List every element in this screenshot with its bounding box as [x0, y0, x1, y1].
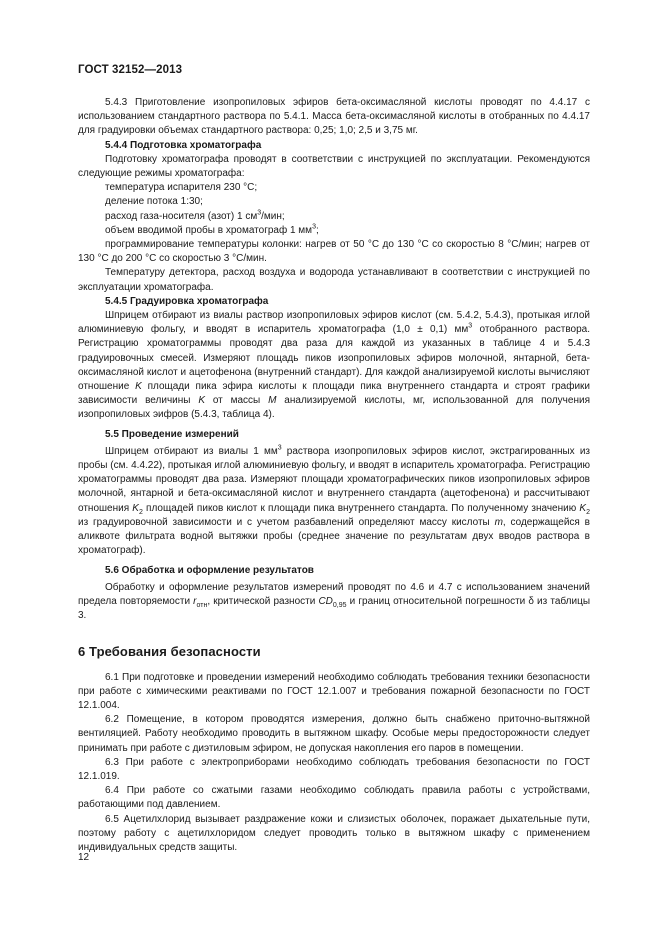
document-body — [78, 96, 590, 855]
doc-header: ГОСТ 32152—2013 — [78, 64, 183, 76]
list-item: деление потока 1:30; — [105, 196, 203, 208]
para-6-3: 6.3 При работе с электроприборами необходимо соблюдать требования безопасности по ГОСТ 12.1.019. — [78, 756, 590, 782]
list-item: программирование температуры колонки: нагрев от 50 °С до 130 °С со скоростью 8 °С/мин; нагрев от 130 °С до 200 °С со скоростью 3 °С/мин. — [78, 239, 590, 265]
heading-5-4-5: 5.4.5 Градуировка хроматографа — [105, 295, 269, 307]
para-5-4-3: 5.4.3 Приготовление изопропиловых эфиров бета-оксимасляной кислоты проводят по 4.4.17 с использованием стандартного раствора по 5.4.1. Масса бета-оксимасляной кислоты в отобранных по 4.4.17 для градуировки объемах стандартного раствора: 0,25; 1,0; 2,5 и 3,75 мг. — [78, 97, 590, 137]
heading-5-5: 5.5 Проведение измерений — [105, 428, 239, 440]
para-6-1: 6.1 При подготовке и проведении измерений необходимо соблюдать требования техники безопасности при работе с химическими реактивами по ГОСТ 12.1.007 и требования пожарной безопасности по ГОСТ 12.1.004. — [78, 671, 590, 711]
para-5-6: Обработку и оформление результатов измерений проводят по 4.6 и 4.7 с использованием значений предела повторяемости $r_{отн}$, критической разности $CD_{0,95}$ и границ относительной погрешности δ из таблицы 3. — [78, 581, 591, 622]
list-item: температура испарителя 230 °С; — [105, 182, 258, 194]
heading-5-6: 5.6 Обработка и оформление результатов — [105, 564, 314, 576]
list-item: расход газа-носителя (азот) 1 $см^3$/мин; — [105, 209, 285, 222]
para-5-5: Шприцем отбирают из виалы 1 $мм^3$ раствора изопропиловых эфиров кислот, экстрагированных из пробы (см. 4.4.22), протыкая иглой алюминиевую фольгу, и вводят в испаритель хроматографа. Регистрацию хроматограммы проводят два раза. Измеряют площади хроматографических пиков изопропиловых эфиров молочной, янтарной и бета-оксимасляной кислот и внутреннего стандарта (ацетофенона) и рассчитывают отношения $K_2$ площадей пиков кислот к площади пика внутреннего стандарта. По полученному значению $K_2$ из градуировочной зависимости и с учетом разбавлений определяют массу кислоты m, содержащейся в аликвоте фильтрата водной вытяжки пробы (среднее значение по результатам двух вводов раствора в хроматограф). — [78, 444, 591, 557]
para-6-5: 6.5 Ацетилхлорид вызывает раздражение кожи и слизистых оболочек, поражает дыхательные пути, поэтому работу с ацетилхлоридом следует проводить только в вытяжном шкафу с применением индивидуальных средств защиты. — [78, 813, 590, 853]
list-item: объем вводимой пробы в хроматограф 1 $мм^3$; — [105, 223, 319, 236]
page-number: 12 — [78, 852, 90, 863]
para-5-4-4-intro: Подготовку хроматографа проводят в соответствии с инструкцией по эксплуатации. Рекомендуются следующие режимы хроматографа: — [78, 153, 590, 180]
para-6-4: 6.4 При работе со сжатыми газами необходимо соблюдать правила работы с устройствами, работающими под давлением. — [78, 785, 590, 811]
heading-5-4-4: 5.4.4 Подготовка хроматографа — [105, 139, 262, 151]
para-5-4-4-outro: Температуру детектора, расход воздуха и водорода устанавливают в соответствии с инструкцией по эксплуатации хроматографа. — [78, 267, 590, 293]
section-heading-6: 6 Требования безопасности — [78, 644, 261, 660]
para-6-2: 6.2 Помещение, в котором проводятся измерения, должно быть снабжено приточно-вытяжной вентиляцией. Работу необходимо проводить в вытяжном шкафу. Особые меры предосторожности следует принимать при работе с диэтиловым эфиром, не допуская накопления его паров в помещении. — [78, 714, 590, 754]
para-5-4-5: Шприцем отбирают из виалы раствор изопропиловых эфиров кислот (см. 5.4.2, 5.4.3), протыкая иглой алюминиевую фольгу, и вводят в испаритель хроматографа (1,0 ± 0,1) $мм^3$ отобранного раствора. Регистрацию хроматограммы проводят два раза для каждой из указанных в таблице 4 и 5.4.3 градуировочных смесей. Измеряют площадь пиков изопропиловых эфиров молочной, янтарной, бета-оксимасляной кислот и ацетофенона (внутренний стандарт). Для каждой анализируемой кислоты вычисляют отношение K площади пика эфира кислоты к площади пика внутреннего стандарта и строят графики зависимости величины K от массы M анализируемой кислоты, мг, использованной для получения изопропиловых эифров (5.4.3, таблица 4). — [78, 310, 591, 421]
